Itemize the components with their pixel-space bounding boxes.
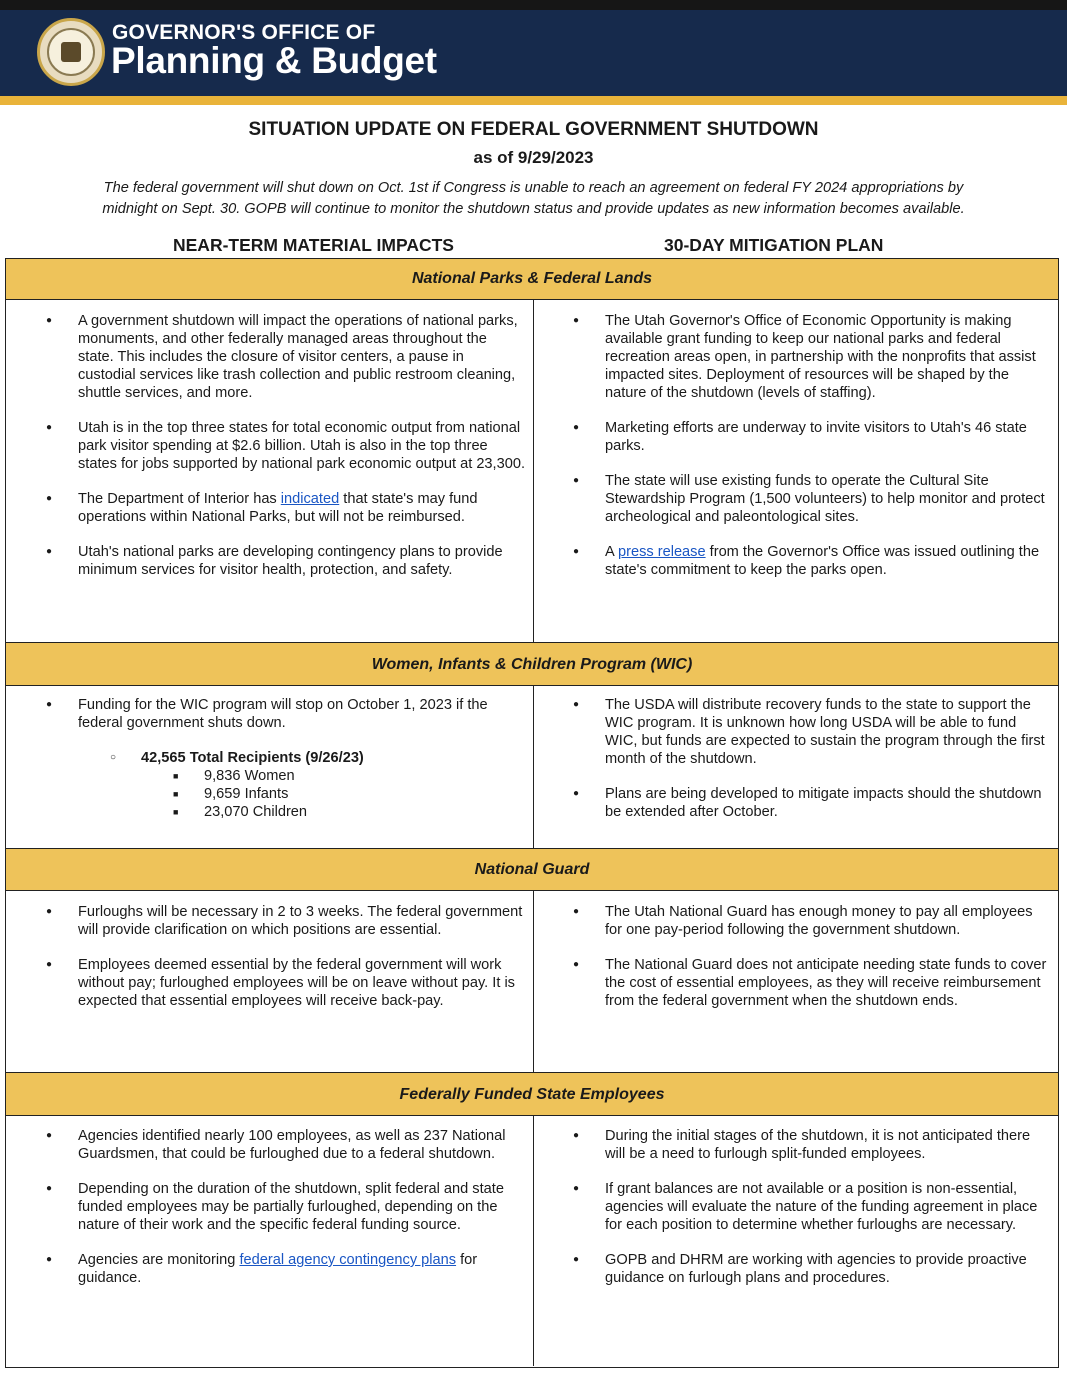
office-name: Planning & Budget xyxy=(111,40,437,81)
list-item: ● Employees deemed essential by the federal government will work without pay; furloughed employees will be on leave without pay. It is expected that essential employees will receive back-pay. xyxy=(6,956,533,1010)
list-item: ● Agencies identified nearly 100 employees, as well as 237 National Guardsmen, that could be furloughed due to a federal shutdown. xyxy=(6,1127,533,1163)
employees-mitigation xyxy=(535,1127,1055,1287)
wic-impacts xyxy=(6,696,533,821)
intro-paragraph xyxy=(50,178,1017,220)
list-item xyxy=(6,1251,533,1287)
page-date: as of 9/29/2023 xyxy=(473,148,594,167)
indicated-link[interactable]: indicated xyxy=(280,491,340,507)
section-header-guard: National Guard xyxy=(6,849,1058,891)
seal-emblem xyxy=(61,42,81,62)
section-body-wic xyxy=(6,686,1058,849)
parks-impacts xyxy=(6,312,533,579)
list-item: ● Funding for the WIC program will stop on October 1, 2023 if the federal government shuts down. xyxy=(6,696,533,732)
list-item: ● Plans are being developed to mitigate impacts should the shutdown be extended after October. xyxy=(535,785,1055,821)
list-item: ● Depending on the duration of the shutdown, split federal and state funded employees may be partially furloughed, depending on the nature of their work and the specific federal funding source. xyxy=(6,1180,533,1234)
recipients-infants: ■ 9,659 Infants xyxy=(6,785,533,803)
recipients-children: ■ 23,070 Children xyxy=(6,803,533,821)
section-header-parks: National Parks & Federal Lands xyxy=(6,259,1058,300)
list-item: ● If grant balances are not available or a position is non-essential, agencies will evaluate the nature of the funding agreement in place for each position to determine whether furloughs are necessary. xyxy=(535,1180,1055,1234)
column-heading-mitigation: 30-DAY MITIGATION PLAN xyxy=(664,235,884,255)
guard-mitigation xyxy=(535,903,1055,1010)
text: Agencies are monitoring xyxy=(78,1252,240,1268)
list-item: ● The state will use existing funds to operate the Cultural Site Stewardship Program (1,500 volunteers) to help monitor and protect archeological and paleontological sites. xyxy=(535,472,1055,526)
office-line: GOVERNOR'S OFFICE OF xyxy=(112,21,376,44)
list-item: ● GOPB and DHRM are working with agencies to provide proactive guidance on furlough plans and procedures. xyxy=(535,1251,1055,1287)
list-item: ● The Utah National Guard has enough money to pay all employees for one pay-period following the government shutdown. xyxy=(535,903,1055,939)
list-item xyxy=(535,543,1055,579)
list-item: ● The National Guard does not anticipate needing state funds to cover the cost of essential employees, as they will receive reimbursement from the federal government when the shutdown ends. xyxy=(535,956,1055,1010)
impacts-table xyxy=(5,258,1059,1368)
section-body-employees xyxy=(6,1116,1058,1366)
contingency-plans-link[interactable]: federal agency contingency plans xyxy=(239,1252,457,1268)
parks-mitigation xyxy=(535,312,1055,579)
top-edge-bar xyxy=(0,0,1067,10)
text: from the Governor's Office was issued outlining the state's commitment to keep the parks open. xyxy=(605,544,1040,578)
recipients-total: ○ 42,565 Total Recipients (9/26/23) xyxy=(6,749,533,767)
intro-line-2: midnight on Sept. 30. GOPB will continue to monitor the shutdown status and provide updates as new information becomes available. xyxy=(102,201,965,217)
seal-inner-ring xyxy=(47,28,95,76)
section-header-wic: Women, Infants & Children Program (WIC) xyxy=(6,643,1058,686)
column-heading-impacts: NEAR-TERM MATERIAL IMPACTS xyxy=(173,235,454,255)
list-item: ● A government shutdown will impact the operations of national parks, monuments, and other federally managed areas throughout the state. This includes the closure of visitor centers, a pause in custodial services like trash collection and public restroom cleaning, shuttle services, and more. xyxy=(6,312,533,402)
text: that state's may fund operations within National Parks, but will not be reimbursed. xyxy=(78,491,478,525)
list-item xyxy=(6,490,533,526)
section-body-parks xyxy=(6,300,1058,643)
column-divider xyxy=(533,891,534,1072)
column-divider xyxy=(533,686,534,848)
list-item: ● During the initial stages of the shutdown, it is not anticipated there will be a need to furlough split-funded employees. xyxy=(535,1127,1055,1163)
text: for guidance. xyxy=(78,1252,478,1286)
column-divider xyxy=(533,1116,534,1366)
wic-mitigation xyxy=(535,696,1055,821)
page-title: SITUATION UPDATE ON FEDERAL GOVERNMENT SHUTDOWN xyxy=(248,119,819,140)
intro-line-1: The federal government will shut down on Oct. 1st if Congress is unable to reach an agreement on federal FY 2024 appropriations by xyxy=(103,180,964,196)
recipients-women: ■ 9,836 Women xyxy=(6,767,533,785)
header-gold-stripe xyxy=(0,96,1067,105)
list-item: ● Utah is in the top three states for total economic output from national park visitor spending at $2.6 billion. Utah is also in the top three states for jobs supported by national park economic output at 23,300. xyxy=(6,419,533,473)
text: A xyxy=(605,544,618,560)
list-item: ● The Utah Governor's Office of Economic Opportunity is making available grant funding to keep our national parks and federal recreation areas open, in partnership with the nonprofits that assist impacted sites. Deployment of resources will be shaped by the nature of the shutdown (levels of staffing). xyxy=(535,312,1055,402)
press-release-link[interactable]: press release xyxy=(617,544,706,560)
state-seal-logo xyxy=(37,18,105,86)
section-body-guard xyxy=(6,891,1058,1073)
list-item: ● Furloughs will be necessary in 2 to 3 weeks. The federal government will provide clarification on which positions are essential. xyxy=(6,903,533,939)
employees-impacts xyxy=(6,1127,533,1287)
guard-impacts xyxy=(6,903,533,1010)
text: The Department of Interior has xyxy=(78,491,281,507)
list-item: ● Marketing efforts are underway to invite visitors to Utah's 46 state parks. xyxy=(535,419,1055,455)
column-divider xyxy=(533,300,534,642)
list-item: ● The USDA will distribute recovery funds to the state to support the WIC program. It is unknown how long USDA will be able to fund WIC, but funds are expected to sustain the program through the first month of the shutdown. xyxy=(535,696,1055,768)
list-item: ● Utah's national parks are developing contingency plans to provide minimum services for visitor health, protection, and safety. xyxy=(6,543,533,579)
section-header-employees: Federally Funded State Employees xyxy=(6,1073,1058,1116)
